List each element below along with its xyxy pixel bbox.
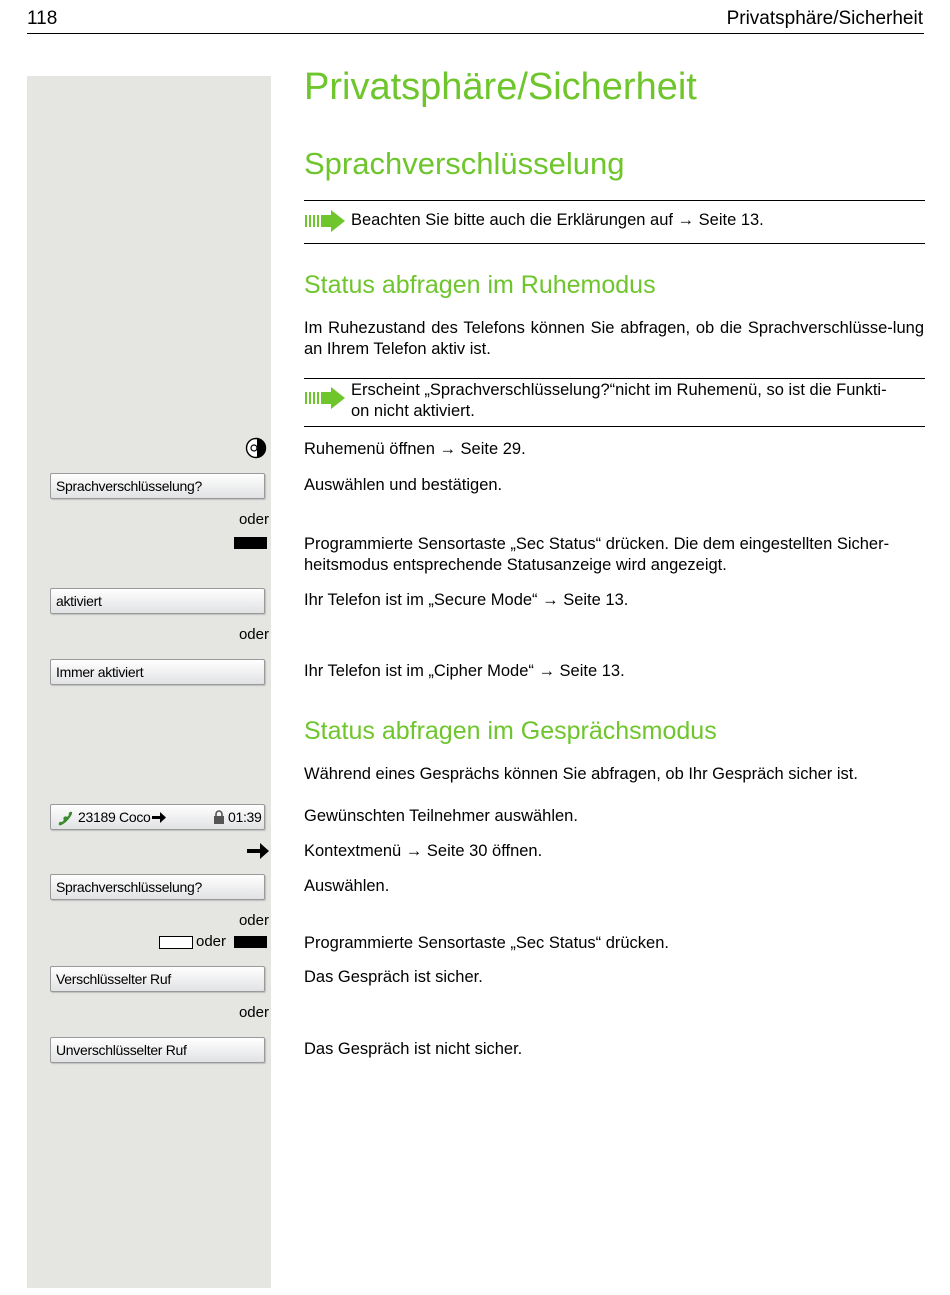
note2-rule-top [304,378,925,379]
display-immer-aktiviert[interactable]: Immer aktiviert [50,659,265,685]
running-header-title: Privatsphäre/Sicherheit [726,8,923,29]
idle-step3-line2: heitsmodus entsprechende Statusanzeige wird angezeigt. [304,556,727,574]
idle-intro: Im Ruhezustand des Telefons können Sie abfragen, ob die Sprachverschlüsse-lung an Ihrem Telefon aktiv ist. [304,319,924,358]
phone-icon [57,810,74,826]
right-arrow-icon[interactable] [247,843,269,859]
idle-step5: Ihr Telefon ist im „Cipher Mode“ → Seite 13. [304,662,625,680]
call-step1: Gewünschten Teilnehmer auswählen. [304,807,578,825]
display-verschluesselter-ruf[interactable]: Verschlüsselter Ruf [50,966,265,992]
note-arrow-icon [304,386,346,410]
display-sprachverschluesselung-call[interactable]: Sprachverschlüsselung? [50,874,265,900]
display-aktiviert[interactable]: aktiviert [50,588,265,614]
oder-label: oder [238,626,269,643]
lock-icon [213,810,225,824]
note-rule-bottom [304,243,925,244]
oder-label: oder [238,912,269,929]
call-time: 01:39 [228,809,262,825]
idle-step4: Ihr Telefon ist im „Secure Mode“ → Seite 13. [304,591,629,609]
page-number: 118 [27,8,58,29]
section-title: Sprachverschlüsselung [304,146,625,181]
note-arrow-icon [304,209,346,233]
oder-label: oder [238,511,269,528]
sensor-key-icon[interactable] [234,537,267,549]
call-step4: Programmierte Sensortaste „Sec Status“ drücken. [304,934,669,952]
idle-heading: Status abfragen im Ruhemodus [304,271,656,299]
call-intro: Während eines Gesprächs können Sie abfragen, ob Ihr Gespräch sicher ist. [304,765,858,783]
note2-line2: on nicht aktiviert. [351,402,475,420]
call-heading: Status abfragen im Gesprächsmodus [304,717,717,745]
call-step6: Das Gespräch ist nicht sicher. [304,1040,523,1058]
header-rule [27,33,924,34]
call-number: 23189 Coco [78,809,151,825]
idle-step3-line1: Programmierte Sensortaste „Sec Status“ drücken. Die dem eingestellten Sicher- [304,535,890,553]
note-rule-top [304,200,925,201]
page-title: Privatsphäre/Sicherheit [304,66,697,108]
note2-rule-bottom [304,426,925,427]
call-step5: Das Gespräch ist sicher. [304,968,483,986]
idle-step2: Auswählen und bestätigen. [304,476,503,494]
oder-label: oder [238,1004,269,1021]
call-display[interactable] [50,804,265,830]
display-unverschluesselter-ruf[interactable]: Unverschlüsselter Ruf [50,1037,265,1063]
call-step3: Auswählen. [304,877,390,895]
display-sprachverschluesselung[interactable]: Sprachverschlüsselung? [50,473,265,499]
oder-inline-label: oder [196,933,227,950]
sensor-key-empty-icon[interactable] [159,936,193,949]
navigator-key-icon [245,437,267,459]
right-arrow-icon [152,812,166,823]
note2-line1: Erscheint „Sprachverschlüsselung?“nicht im Ruhemenü, so ist die Funkti- [351,381,887,399]
sensor-key-icon[interactable] [234,936,267,948]
idle-step1: Ruhemenü öffnen → Seite 29. [304,440,526,458]
note-text: Beachten Sie bitte auch die Erklärungen auf → Seite 13. [351,211,764,229]
call-step2: Kontextmenü → Seite 30 öffnen. [304,842,543,860]
